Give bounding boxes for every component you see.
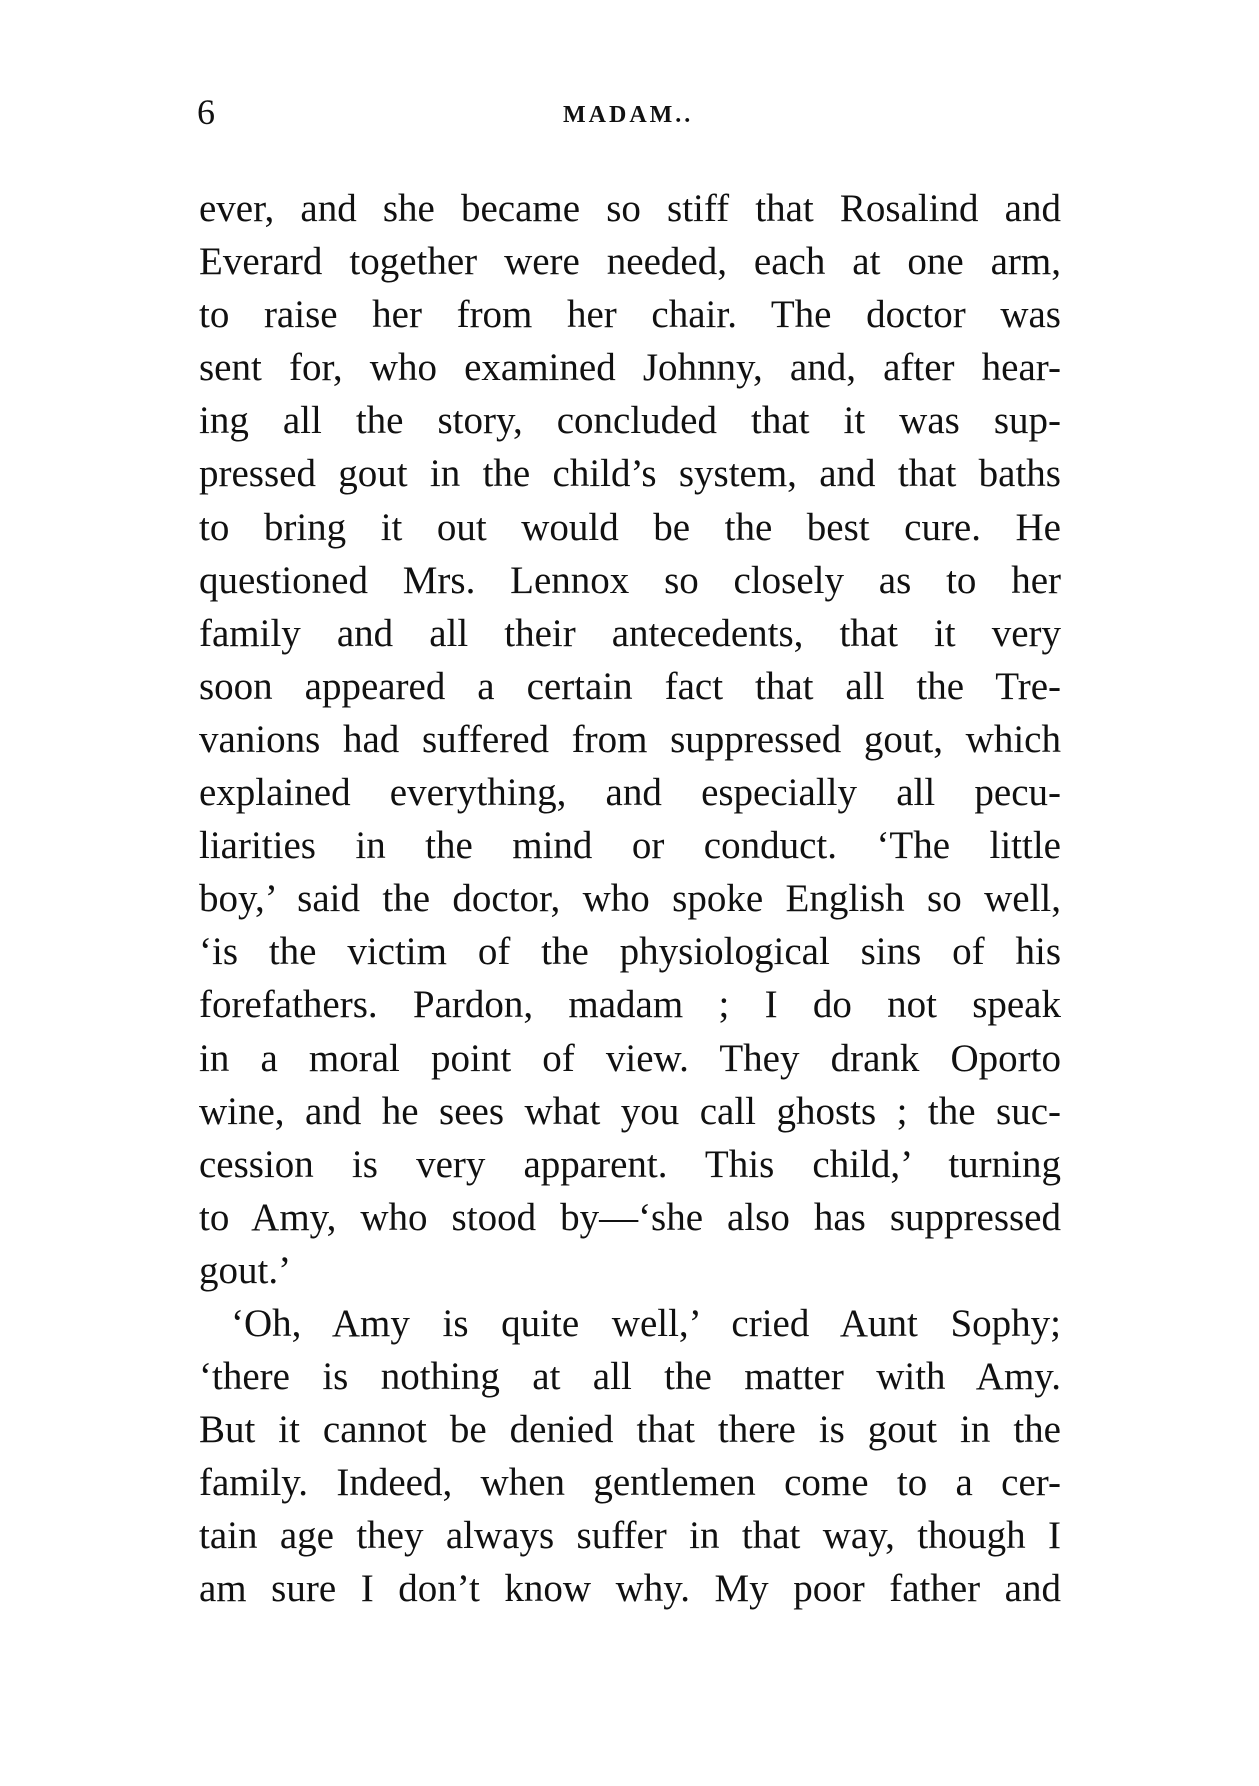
text-line: questioned Mrs. Lennox so closely as to her: [199, 558, 1061, 602]
text-line: sent for, who examined Johnny, and, after hear-: [199, 346, 1061, 390]
text-line: soon appeared a certain fact that all the Tre-: [199, 664, 1061, 708]
page-number: 6: [197, 92, 215, 132]
text-line: cession is very apparent. This child,’ turning: [199, 1142, 1061, 1186]
text-line: vanions had suffered from suppressed gout, which: [199, 717, 1061, 761]
text-line: to raise her from her chair. The doctor was: [199, 293, 1061, 337]
text-line: family. Indeed, when gentlemen come to a cer-: [199, 1461, 1061, 1505]
text-line: ‘is the victim of the physiological sins of his: [199, 930, 1061, 974]
text-line: am sure I don’t know why. My poor father and: [199, 1567, 1061, 1611]
text-line: ing all the story, concluded that it was sup-: [199, 399, 1061, 443]
text-line: pressed gout in the child’s system, and that baths: [199, 452, 1061, 496]
text-line: to bring it out would be the best cure. He: [199, 505, 1061, 549]
text-line: explained everything, and especially all pecu-: [199, 771, 1061, 815]
text-line: in a moral point of view. They drank Oporto: [199, 1036, 1061, 1080]
text-line: wine, and he sees what you call ghosts ; the suc-: [199, 1089, 1061, 1133]
text-line: ‘there is nothing at all the matter with Amy.: [199, 1355, 1061, 1399]
running-head: MADAM..: [563, 102, 694, 128]
text-line: boy,’ said the doctor, who spoke English so well,: [199, 877, 1061, 921]
text-line: gout.’: [199, 1248, 292, 1292]
text-line: to Amy, who stood by—‘she also has suppressed: [199, 1195, 1061, 1239]
text-line: family and all their antecedents, that it very: [199, 611, 1061, 655]
paragraph-start-line: ‘Oh, Amy is quite well,’ cried Aunt Sophy;: [231, 1301, 1061, 1345]
text-line: liarities in the mind or conduct. ‘The little: [199, 824, 1061, 868]
body-text: [199, 182, 1061, 1616]
text-line: forefathers. Pardon, madam ; I do not speak: [199, 983, 1061, 1027]
text-line: Everard together were needed, each at one arm,: [199, 240, 1061, 284]
text-line: ever, and she became so stiff that Rosalind and: [199, 187, 1061, 230]
text-line: But it cannot be denied that there is gout in the: [199, 1408, 1061, 1452]
text-line: tain age they always suffer in that way, though I: [199, 1514, 1061, 1558]
